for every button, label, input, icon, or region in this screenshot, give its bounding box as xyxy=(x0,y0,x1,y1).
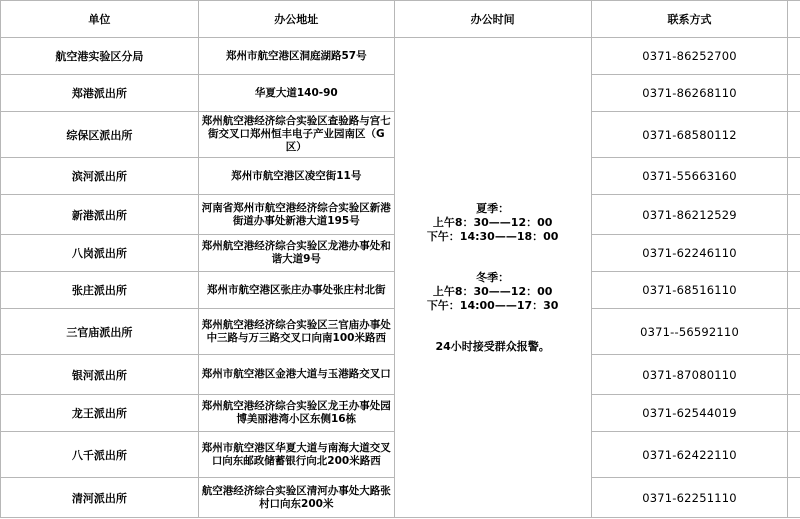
edge-cell xyxy=(788,272,800,309)
address-cell: 郑州市航空港区华夏大道与南海大道交叉口向东邮政储蓄银行向北200米路西 xyxy=(198,432,394,478)
phone-cell: 0371-55663160 xyxy=(591,158,788,195)
table-header-row xyxy=(1,1,800,38)
winter-morning: 上午8：30——12：00 xyxy=(432,284,553,298)
phone-cell: 0371-86252700 xyxy=(591,38,788,75)
header-address: 办公地址 xyxy=(198,1,394,38)
unit-cell: 滨河派出所 xyxy=(1,158,199,195)
edge-cell xyxy=(788,309,800,355)
unit-cell: 航空港实验区分局 xyxy=(1,38,199,75)
edge-cell xyxy=(788,478,800,518)
table-row xyxy=(1,38,800,75)
address-cell: 郑州航空港经济综合实验区三官庙办事处中三路与万三路交叉口向南100米路西 xyxy=(198,309,394,355)
phone-cell: 0371--56592110 xyxy=(591,309,788,355)
header-edge-cell xyxy=(788,1,800,38)
address-cell: 郑州市航空港区金港大道与玉港路交叉口 xyxy=(198,355,394,395)
unit-cell: 八千派出所 xyxy=(1,432,199,478)
office-hours-cell xyxy=(394,38,591,518)
unit-cell: 八岗派出所 xyxy=(1,235,199,272)
phone-cell: 0371-62422110 xyxy=(591,432,788,478)
unit-cell: 龙王派出所 xyxy=(1,395,199,432)
summer-morning: 上午8：30——12：00 xyxy=(432,215,553,229)
summer-title: 夏季： xyxy=(476,201,510,215)
phone-cell: 0371-87080110 xyxy=(591,355,788,395)
header-hours: 办公时间 xyxy=(394,1,591,38)
unit-cell: 张庄派出所 xyxy=(1,272,199,309)
phone-cell: 0371-86268110 xyxy=(591,75,788,112)
address-cell: 郑州航空港经济综合实验区龙王办事处园博美丽港湾小区东侧16栋 xyxy=(198,395,394,432)
edge-cell xyxy=(788,395,800,432)
address-cell: 航空港经济综合实验区清河办事处大路张村口向东200米 xyxy=(198,478,394,518)
unit-cell: 清河派出所 xyxy=(1,478,199,518)
edge-cell xyxy=(788,235,800,272)
address-cell: 郑州航空港经济综合实验区龙港办事处和谐大道9号 xyxy=(198,235,394,272)
address-cell: 郑州市航空港区张庄办事处张庄村北街 xyxy=(198,272,394,309)
header-contact: 联系方式 xyxy=(591,1,788,38)
address-cell: 华夏大道140-90 xyxy=(198,75,394,112)
address-cell: 郑州市航空港区凌空街11号 xyxy=(198,158,394,195)
unit-cell: 新港派出所 xyxy=(1,195,199,235)
winter-title: 冬季： xyxy=(476,270,510,284)
edge-cell xyxy=(788,38,800,75)
edge-cell xyxy=(788,355,800,395)
phone-cell: 0371-62246110 xyxy=(591,235,788,272)
winter-afternoon: 下午：14:00——17：30 xyxy=(426,298,559,312)
phone-cell: 0371-68516110 xyxy=(591,272,788,309)
phone-cell: 0371-62544019 xyxy=(591,395,788,432)
summer-afternoon: 下午：14:30——18：00 xyxy=(426,229,559,243)
unit-cell: 综保区派出所 xyxy=(1,112,199,158)
address-cell: 郑州航空港经济综合实验区查验路与宫七街交叉口郑州恒丰电子产业园南区（G区） xyxy=(198,112,394,158)
phone-cell: 0371-86212529 xyxy=(591,195,788,235)
edge-cell xyxy=(788,158,800,195)
address-cell: 郑州市航空港区洞庭湖路57号 xyxy=(198,38,394,75)
edge-cell xyxy=(788,432,800,478)
header-unit: 单位 xyxy=(1,1,199,38)
unit-cell: 银河派出所 xyxy=(1,355,199,395)
unit-cell: 郑港派出所 xyxy=(1,75,199,112)
alarm-note: 24小时接受群众报警。 xyxy=(435,339,550,353)
edge-cell xyxy=(788,112,800,158)
edge-cell xyxy=(788,75,800,112)
address-cell: 河南省郑州市航空港经济综合实验区新港街道办事处新港大道195号 xyxy=(198,195,394,235)
phone-cell: 0371-68580112 xyxy=(591,112,788,158)
unit-cell: 三官庙派出所 xyxy=(1,309,199,355)
phone-cell: 0371-62251110 xyxy=(591,478,788,518)
edge-cell xyxy=(788,195,800,235)
